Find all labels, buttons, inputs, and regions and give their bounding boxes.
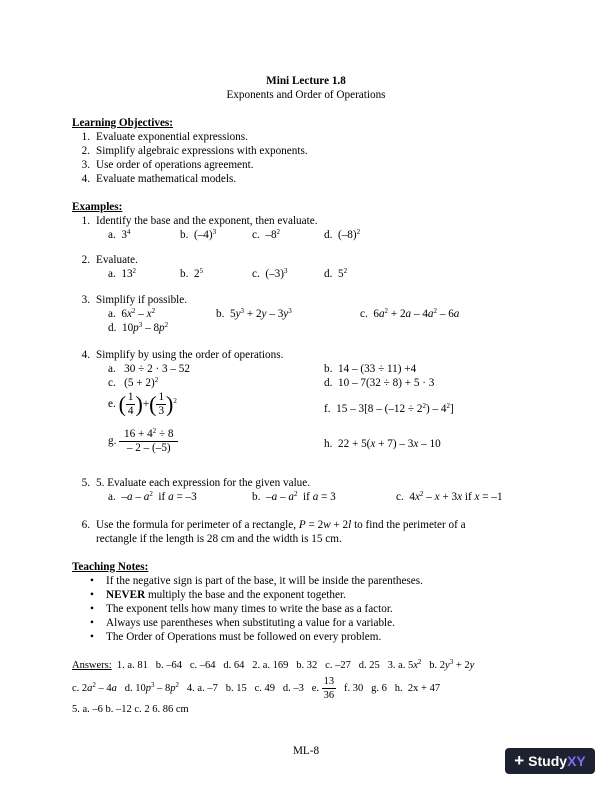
example-4a: a. 30 ÷ 2 · 3 – 52 — [108, 363, 190, 375]
studyxy-logo: + StudyXY — [505, 748, 595, 774]
example-4b: b. 14 – (33 ÷ 11) +4 — [324, 363, 417, 375]
example-3c: c. $6a^2 + 2a - 4a^2 - 6a$ — [360, 307, 460, 320]
example-3a: a. $6x^2 - x^2$ — [108, 307, 156, 320]
teaching-note: • If the negative sign is part of the base, it will be inside the parentheses. — [90, 575, 423, 587]
example-1c: c. $-8^2$ — [252, 228, 281, 241]
example-5a: a. $-a - a^2$ if a = –3 — [108, 490, 197, 503]
page-subtitle: Exponents and Order of Operations — [226, 89, 386, 101]
example-4e: e. ( $\frac{1}{4}$ )+( $\frac{1}{3}$ )$^2$ — [108, 391, 177, 417]
teaching-notes-heading: Teaching Notes: — [72, 561, 149, 573]
example-4f: f. $15 - 3[8 - (-12 \div 2^2) - 4^2]$ — [324, 402, 454, 415]
example-6-prompt: 6. Use the formula for perimeter of a rectangle, P = 2w + 2l to find the perimeter of a — [81, 519, 466, 531]
example-1-prompt: 1. Identify the base and the exponent, then evaluate. — [81, 215, 318, 227]
teaching-note: • NEVER multiply the base and the exponent together. — [90, 589, 346, 601]
answers-line-3: 5. a. –6 b. –12 c. 2 6. 86 cm — [72, 704, 189, 715]
example-5-prompt: 5. 5. Evaluate each expression for the given value. — [81, 477, 311, 489]
example-3d: d. $10p^3 - 8p^2$ — [108, 321, 169, 334]
example-4h: h. 22 + 5(x + 7) – 3x – 10 — [324, 438, 441, 450]
example-2-prompt: 2. Evaluate. — [81, 254, 138, 266]
answers-line-1: Answers: 1. a. 81 b. –64 c. –64 d. 64 2. a. 169 b. 32 c. –27 d. 25 3. a. $5x^2$ b. $2y^3 + 2y$ — [72, 658, 475, 671]
example-2d: d. $5^2$ — [324, 267, 348, 280]
example-5b: b. $-a - a^2$ if a = 3 — [252, 490, 336, 503]
example-1b: b. $(-4)^3$ — [180, 228, 217, 241]
page-title: Mini Lecture 1.8 — [266, 75, 346, 87]
example-4c: c. $(5 + 2)^2$ — [108, 376, 159, 389]
objectives-heading: Learning Objectives: — [72, 117, 173, 129]
example-4-prompt: 4. Simplify by using the order of operations. — [81, 349, 284, 361]
example-2a: a. $13^2$ — [108, 267, 137, 280]
teaching-note: • The exponent tells how many times to write the base as a factor. — [90, 603, 393, 615]
example-5c: c. $4x^2 - x + 3x$ if x = –1 — [396, 490, 503, 503]
example-6-line2: rectangle if the length is 28 cm and the width is 15 cm. — [96, 533, 342, 545]
answers-label: Answers: — [72, 660, 112, 671]
objective-item: 1. Evaluate exponential expressions. — [81, 131, 248, 143]
example-2b: b. $2^5$ — [180, 267, 204, 280]
example-3b: b. $5y^3 + 2y - 3y^3$ — [216, 307, 292, 320]
example-1d: d. $(-8)^2$ — [324, 228, 361, 241]
teaching-note: • The Order of Operations must be followed on every problem. — [90, 631, 382, 643]
answers-line-2: c. $2a^2 - 4a$ d. $10p^3 - 8p^2$ 4. a. –7 b. 15 c. 49 d. –3 e. $\frac{13}{36}$ f. 30 g. 6 h. 2x + 47 — [72, 676, 441, 701]
example-4g: g. $\frac{16 + 4^2 \div 8}{- 2 - (-5)}$ — [108, 427, 177, 454]
examples-heading: Examples: — [72, 201, 123, 213]
objective-item: 4. Evaluate mathematical models. — [81, 173, 237, 185]
example-2c: c. $(-3)^3$ — [252, 267, 288, 280]
page-number: ML-8 — [292, 745, 320, 757]
example-3-prompt: 3. Simplify if possible. — [81, 294, 188, 306]
example-4d: d. 10 – 7(32 ÷ 8) + 5 · 3 — [324, 377, 435, 389]
example-1a: a. $3^4$ — [108, 228, 131, 241]
objective-item: 3. Use order of operations agreement. — [81, 159, 254, 171]
objective-item: 2. Simplify algebraic expressions with exponents. — [81, 145, 308, 157]
plus-icon: + — [514, 751, 525, 770]
teaching-note: • Always use parentheses when substituting a value for a variable. — [90, 617, 395, 629]
